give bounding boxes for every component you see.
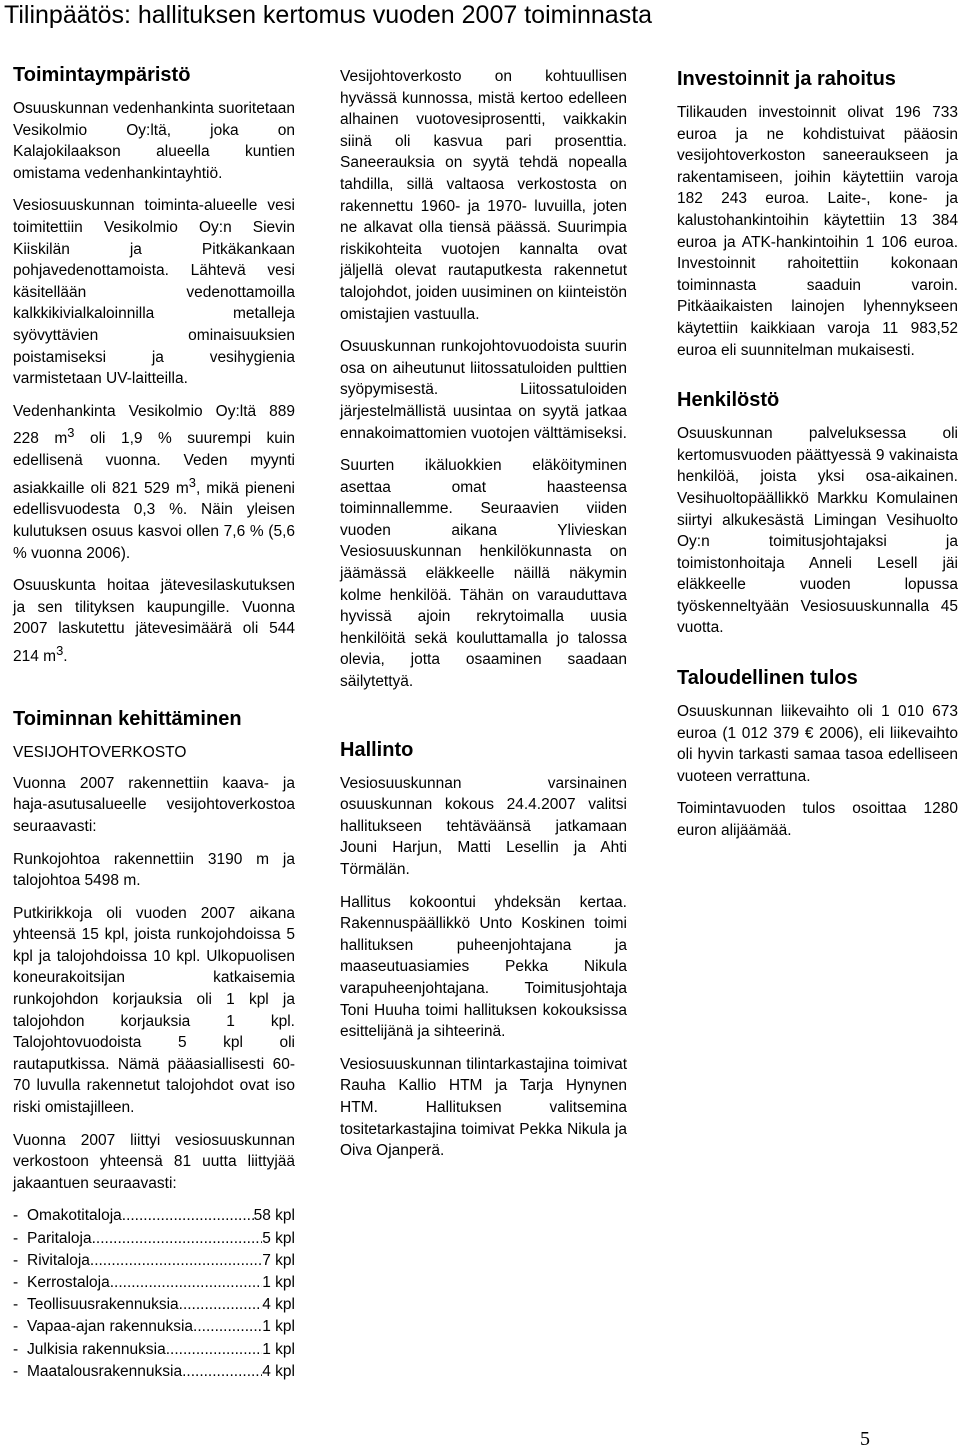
- paragraph: Vesiosuuskunnan varsinainen osuuskunnan kokous 24.4.2007 valitsi hallitukseen tehtäväänsä jatkamaan Jouni Harjun, Matti Lesellin ja Ahti Törmälän.: [340, 774, 627, 878]
- dot-leader: [182, 1361, 262, 1383]
- list-item-value: 4 kpl: [262, 1296, 295, 1314]
- list-dash: -: [13, 1296, 19, 1314]
- paragraph: Runkojohtoa rakennettiin 3190 m ja talojohtoa 5498 m.: [13, 850, 295, 890]
- heading-toiminnan-kehittaminen: Toiminnan kehittäminen: [13, 707, 242, 730]
- superscript: 3: [67, 425, 75, 441]
- list-item: [13, 1228, 295, 1250]
- paragraph: Osuuskunnan vedenhankinta suoritetaan Vesikolmio Oy:ltä, joka on Kalajokilaakson alueella kuntien omistama vedenhankintayhtiö.: [13, 100, 295, 182]
- paragraph: Hallitus kokoontui yhdeksän kertaa. Rakennuspäällikkö Unto Koskinen toimi hallituksen puheenjohtajana ja maaseutuasiamies Pekka Nikula varapuheenjohtajana. Toimitusjohtaja Toni Huuha toimi hallituksen kokouksissa esittelijänä ja sihteerinä.: [340, 893, 627, 1041]
- list-dash: -: [13, 1251, 19, 1269]
- dot-leader: [193, 1316, 262, 1338]
- paragraph: Osuuskunnan palveluksessa oli kertomusvuoden päättyessä 9 vakinaista henkilöä, joista yksi osa-aikainen. Vesihuoltopäällikkö Markku Komulainen siirtyi alkukesästä Limingan Vesihuolto Oy:n toimitusjohtajaksi ja toimistonhoitaja Anneli Lesell jäi eläkkeelle vuoden lopussa työskenneltyään Vesiosuuskunnalla 45 vuotta.: [677, 425, 958, 637]
- paragraph: Osuuskunnan liikevaihto oli 1 010 673 euroa (1 012 379 € 2006), eli liikevaihto oli hyvin tarkasti samaa tasoa edelliseen vuoteen verrattuna.: [677, 703, 958, 785]
- column-right: [677, 66, 958, 853]
- dot-leader: [166, 1339, 263, 1361]
- list-dash: -: [13, 1229, 19, 1247]
- dot-leader: [122, 1205, 254, 1227]
- paragraph: Osuuskunnan runkojohtovuodoista suurin osa on aiheutunut liitossatuloiden pulttien syöpymisestä. Liitossatuloiden järjestelmällistä uusintaa on syytä jatkaa ennakoimattomien vuotojen välttämiseksi.: [340, 338, 627, 442]
- list-item-value: 1 kpl: [262, 1274, 295, 1292]
- heading-hallinto: Hallinto: [340, 738, 414, 761]
- heading-toimintaymparisto: Toimintaympäristö: [13, 64, 191, 86]
- list-item: [13, 1250, 295, 1272]
- list-item: [13, 1339, 295, 1361]
- text: oli 1,9 % suurempi kuin edellisenä vuonna. Veden myynti asiakkaille oli 821 529 m: [13, 430, 295, 497]
- list-item-label: Teollisuusrakennuksia: [27, 1296, 179, 1314]
- text: Osuuskunta hoitaa jätevesilaskutuksen ja sen tilityksen kaupungille. Vuonna 2007 laskutettu jätevesimäärä oli 544 214 m: [13, 577, 295, 666]
- text: .: [63, 648, 68, 666]
- list-item: [13, 1361, 295, 1383]
- list-item-value: 5 kpl: [262, 1229, 295, 1247]
- paragraph: Vuonna 2007 liittyi vesiosuuskunnan verkostoon yhteensä 81 uutta liittyjää jakaantuen seuraavasti:: [13, 1131, 295, 1192]
- list-item-value: 4 kpl: [262, 1362, 295, 1380]
- paragraph: Vesiosuuskunnan toiminta-alueelle vesi toimitettiin Vesikolmio Oy:n Sievin Kiiskilän ja Pitkäkankaan pohjavedenottamoista. Lähtevä vesi käsitellään vedenottamoilla kalkkikivialkaloinnilla metalleja syövyttävien ominaisuuksien poistamiseksi ja vesihygienia varmistetaan UV-laitteilla.: [13, 197, 295, 388]
- list-item-label: Vapaa-ajan rakennuksia: [27, 1318, 194, 1336]
- list-item: [13, 1205, 295, 1227]
- list-item-value: 1 kpl: [262, 1318, 295, 1336]
- list-item-label: Rivitaloja: [27, 1251, 90, 1269]
- dot-leader: [92, 1228, 263, 1250]
- page-title: Tilinpäätös: hallituksen kertomus vuoden 2007 toiminnasta: [4, 1, 653, 29]
- list-item-label: Julkisia rakennuksia: [27, 1340, 166, 1358]
- heading-henkilosto: Henkilöstö: [677, 389, 780, 412]
- paragraph: Tilikauden investoinnit olivat 196 733 euroa ja ne kohdistuivat pääosin vesijohtoverkoston saneeraukseen ja rakentamiseen, joihin käytettiin varoja 182 243 euroa. Laite-, kone- ja kalustohankintoihin käytettiin 13 384 euroa ja ATK-hankintoihin 1 106 euroa. Investoinnit rahoitettiin kokonaan toiminnasta saaduin varoin. Pitkäaikaisten lainojen lyhennykseen käytettiin kaikkiaan varoja 11 983,52 euroa eli suunnitelman mukaisesti.: [677, 104, 958, 359]
- paragraph: Suurten ikäluokkien eläköityminen asettaa omat haasteensa toiminnallemme. Seuraavien viiden vuoden aikana Ylivieskan Vesiosuuskunnan henkilökunnasta on jäämässä eläkkeelle näillä näkymin kolme henkilöä. Tähän on varauduttava hyvissä ajoin rekrytoimalla uusia henkilöitä sekä kouluttamalla jo talossa olevia, jotta osaaminen saadaan säilytettyä.: [340, 457, 627, 691]
- dot-leader: [110, 1272, 263, 1294]
- list-item: [13, 1272, 295, 1294]
- list-dash: -: [13, 1318, 19, 1336]
- list-dash: -: [13, 1362, 19, 1380]
- list-dash: -: [13, 1207, 19, 1225]
- list-dash: -: [13, 1340, 19, 1358]
- text: Vedenhankinta Vesikolmio Oy:ltä 889 228 m: [13, 402, 295, 448]
- list-dash: -: [13, 1274, 19, 1292]
- list-item: [13, 1316, 295, 1338]
- paragraph: Vesiosuuskunnan tilintarkastajina toimivat Rauha Kallio HTM ja Tarja Hynynen HTM. Hallituksen valitsemina tositetarkastajina toimivat Pekka Nikula ja Oiva Ojanperä.: [340, 1055, 627, 1160]
- heading-taloudellinen-tulos: Taloudellinen tulos: [677, 667, 858, 690]
- paragraph: Toimintavuoden tulos osoittaa 1280 euron alijäämää.: [677, 800, 958, 840]
- text: , mikä pieneni edellisvuodesta 0,3 %. Näin yleisen kulutuksen osuus kasvoi ollen 7,6 % (5,6 % vuonna 2006).: [13, 479, 296, 562]
- new-connections-list: [13, 1205, 295, 1383]
- paragraph: Putkirikkoja oli vuoden 2007 aikana yhteensä 15 kpl, joista runkojohdoissa 5 kpl ja talojohdoissa 10 kpl. Ulkopuolisen koneurakoitsijan katkaisemia runkojohdon korjauksia oli 1 kpl ja talojohdon korjauksia 1 kpl. Talojohtovuodoista 5 kpl oli rautaputkissa. Nämä pääasiallisesti 60-70 luvulla rakennetut talojohdot ovat iso riski omistajilleen.: [13, 904, 295, 1117]
- paragraph-water-volumes: [13, 401, 295, 564]
- superscript: 3: [56, 642, 64, 658]
- list-item: [13, 1294, 295, 1316]
- paragraph: Vuonna 2007 rakennettiin kaava- ja haja-asutusalueelle vesijohtoverkostoa seuraavasti:: [13, 774, 295, 835]
- page-number: 5: [860, 1428, 870, 1450]
- heading-investoinnit: Investoinnit ja rahoitus: [677, 68, 896, 90]
- dot-leader: [179, 1294, 263, 1316]
- list-item-label: Paritaloja: [27, 1229, 92, 1247]
- list-item-value: 58 kpl: [253, 1207, 295, 1225]
- column-middle: [340, 66, 627, 1173]
- list-item-label: Kerrostaloja: [27, 1274, 110, 1292]
- list-item-label: Omakotitaloja: [27, 1207, 122, 1225]
- list-item-value: 1 kpl: [262, 1340, 295, 1358]
- list-item-value: 7 kpl: [262, 1251, 295, 1269]
- paragraph: Vesijohtoverkosto on kohtuullisen hyvässä kunnossa, mistä kertoo edelleen alhainen vuotovesiprosentti, vaikkakin siinä oli kasvua pari prosenttia. Saneerauksia on syytä tehdä nopealla tahdilla, sillä valtaosa verkostosta on rakennettu 1960- ja 1970- luvuilla, joten ne alkavat olla tiensä päässä. Suurimpia riskikohteita vuotojen kannalta ovat jäljellä olevat rautaputkesta rakennetut talojohdot, joiden uusiminen on kiinteistön omistajien vastuulla.: [340, 68, 627, 323]
- dot-leader: [90, 1250, 262, 1272]
- superscript: 3: [188, 474, 196, 490]
- list-item-label: Maatalousrakennuksia: [27, 1362, 183, 1380]
- subheading-vesijohtoverkosto: VESIJOHTOVERKOSTO: [13, 743, 187, 761]
- paragraph-wastewater: [13, 575, 295, 668]
- column-left: [13, 62, 295, 1383]
